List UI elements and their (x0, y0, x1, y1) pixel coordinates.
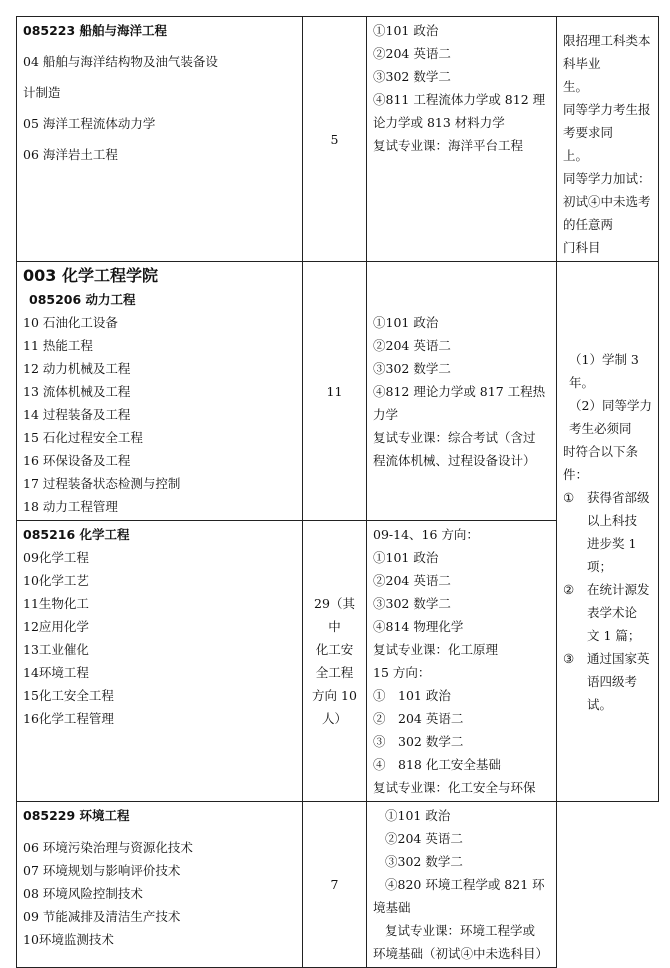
note-line: 试。 (587, 696, 613, 712)
note-line: 门科目 (563, 240, 601, 255)
direction-item: 10化学工艺 (23, 573, 89, 588)
admission-table (16, 16, 659, 968)
table-row (17, 262, 659, 521)
exam-item: 复试专业课：化工安全与环保 (373, 780, 536, 795)
exam-item: 复试专业课：环境工程学或 (385, 923, 536, 938)
exam-cell (367, 802, 557, 968)
note-line: 初试④中未选考的任意两 (563, 194, 651, 232)
note-line: 通过国家英语四级考 (587, 650, 650, 689)
direction-item: 10环境监测技术 (23, 932, 114, 947)
direction-item: 09 节能减排及清洁生产技术 (23, 909, 181, 924)
direction-item: 07 环境规划与影响评价技术 (23, 863, 181, 878)
direction-item: 06 环境污染治理与资源化技术 (23, 840, 193, 855)
quota-line: 方向 10 (312, 688, 357, 703)
quota-cell: 11 (303, 262, 367, 521)
direction-item: 计制造 (23, 85, 61, 100)
direction-item: 16化学工程管理 (23, 711, 114, 726)
exam-item: 09-14、16 方向： (373, 527, 479, 542)
major-cell (17, 262, 303, 521)
exam-item: ③302 数学二 (385, 854, 463, 869)
note-line: 在统计源发表学术论 (587, 581, 650, 620)
note-line: （2）同等学力考生必须同 (569, 397, 652, 436)
major-cell (17, 17, 303, 262)
exam-item: ①101 政治 (385, 808, 451, 823)
exam-item: ② 204 英语二 (373, 711, 464, 726)
exam-item: 复试专业课：化工原理 (373, 642, 499, 657)
note-line: 文 1 篇； (587, 627, 641, 643)
exam-item: ①101 政治 (373, 23, 439, 38)
exam-item: ④ 818 化工安全基础 (373, 757, 501, 772)
direction-item: 11生物化工 (23, 596, 89, 611)
exam-item: ②204 英语二 (385, 831, 463, 846)
note-line: 同等学力加试： (563, 171, 651, 186)
direction-item: 04 船舶与海洋结构物及油气装备设 (23, 54, 218, 69)
direction-item: 15 石化过程安全工程 (23, 430, 143, 445)
note-line: （1）学制 3 年。 (569, 351, 639, 390)
quota-cell (303, 521, 367, 802)
note-marker: ① (563, 489, 575, 505)
note-marker: ③ (563, 650, 575, 666)
direction-item: 12应用化学 (23, 619, 89, 634)
note-line: 同等学力考生报考要求同 (563, 102, 651, 140)
exam-item: 境基础 (373, 900, 411, 915)
note-line: 上。 (563, 148, 589, 163)
table-row (17, 17, 659, 262)
exam-item: 环境基础（初试④中未选科目） (373, 946, 549, 961)
exam-item: ③302 数学二 (373, 69, 451, 84)
notes-cell-empty (557, 802, 659, 968)
exam-item: ③ 302 数学二 (373, 734, 464, 749)
exam-item: 15 方向： (373, 665, 431, 680)
exam-item: 力学 (373, 406, 399, 422)
exam-item: 复试专业课：海洋平台工程 (373, 138, 524, 153)
direction-item: 09化学工程 (23, 550, 89, 565)
direction-item: 18 动力工程管理 (23, 499, 118, 514)
exam-cell (367, 17, 557, 262)
quota-line: 全工程 (315, 665, 354, 680)
exam-item: ④811 工程流体力学或 812 理 (373, 92, 546, 107)
exam-item: ①101 政治 (373, 314, 439, 330)
quota-line: 人） (321, 711, 347, 726)
major-code: 085206 动力工程 (29, 292, 136, 307)
exam-item: ②204 英语二 (373, 337, 451, 353)
note-marker: ② (563, 581, 575, 597)
major-cell (17, 802, 303, 968)
quota-line: 化工安 (315, 642, 354, 657)
direction-item: 08 环境风险控制技术 (23, 886, 143, 901)
note-line: 时符合以下条件： (563, 443, 639, 482)
direction-item: 10 石油化工设备 (23, 315, 118, 330)
direction-item: 05 海洋工程流体动力学 (23, 116, 156, 131)
major-code: 085229 环境工程 (23, 808, 130, 823)
direction-item: 13 流体机械及工程 (23, 384, 131, 399)
exam-cell (367, 262, 557, 521)
note-item (563, 486, 652, 578)
note-line: 进步奖 1 项； (587, 535, 637, 574)
direction-item: 14 过程装备及工程 (23, 407, 131, 422)
notes-cell (557, 262, 659, 802)
major-cell (17, 521, 303, 802)
note-item (563, 578, 652, 647)
notes-cell (557, 17, 659, 262)
direction-item: 17 过程装备状态检测与控制 (23, 476, 181, 491)
note-item (563, 647, 652, 716)
direction-item: 12 动力机械及工程 (23, 361, 131, 376)
table-row (17, 802, 659, 968)
exam-item: 复试专业课：综合考试（含过 (373, 429, 536, 445)
exam-item: ②204 英语二 (373, 573, 451, 588)
direction-item: 11 热能工程 (23, 338, 93, 353)
note-line: 限招理工科类本科毕业 (563, 33, 651, 71)
exam-item: ③302 数学二 (373, 360, 451, 376)
exam-item: ③302 数学二 (373, 596, 451, 611)
exam-item: ① 101 政治 (373, 688, 451, 703)
exam-item: 论力学或 813 材料力学 (373, 115, 505, 130)
exam-item: ④820 环境工程学或 821 环 (385, 877, 545, 892)
direction-item: 06 海洋岩土工程 (23, 147, 118, 162)
exam-item: ②204 英语二 (373, 46, 451, 61)
note-line: 生。 (563, 79, 589, 94)
quota-line: 29（其中 (314, 596, 355, 634)
exam-item: 程流体机械、过程设备设计） (373, 452, 536, 468)
major-code: 085223 船舶与海洋工程 (23, 23, 168, 38)
direction-item: 13工业催化 (23, 642, 89, 657)
direction-item: 15化工安全工程 (23, 688, 114, 703)
exam-item: ①101 政治 (373, 550, 439, 565)
note-line: 获得省部级以上科技 (587, 489, 650, 528)
direction-item: 14环境工程 (23, 665, 89, 680)
direction-item: 16 环保设备及工程 (23, 453, 131, 468)
major-code: 085216 化学工程 (23, 527, 130, 542)
exam-item: ④814 物理化学 (373, 619, 464, 634)
quota-cell: 7 (303, 802, 367, 968)
exam-cell (367, 521, 557, 802)
quota-cell: 5 (303, 17, 367, 262)
college-title: 003 化学工程学院 (23, 266, 158, 285)
exam-item: ④812 理论力学或 817 工程热 (373, 383, 546, 399)
